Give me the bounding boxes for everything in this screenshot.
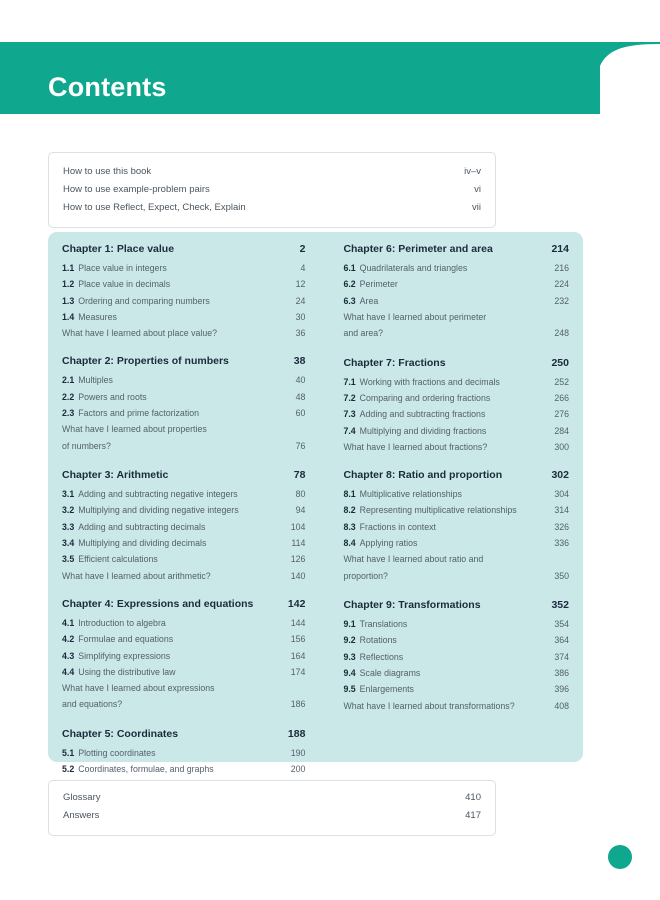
section-number: 8.2 — [343, 505, 356, 516]
section-page-number: 48 — [295, 391, 306, 402]
section-page-number: 364 — [554, 635, 569, 646]
section-title: Perimeter — [359, 279, 398, 290]
chapter-heading[interactable] — [343, 242, 569, 257]
chapter-page-number: 214 — [551, 243, 569, 255]
section-number: 7.1 — [343, 376, 356, 387]
section-title: Fractions in context — [359, 521, 436, 532]
section-row[interactable] — [343, 390, 569, 406]
section-number: 9.4 — [343, 668, 356, 679]
section-page-number: 232 — [554, 295, 569, 306]
chapter-summary-line — [343, 551, 569, 567]
section-row[interactable] — [343, 649, 569, 665]
section-title: Place value in decimals — [78, 279, 171, 290]
front-matter-row[interactable] — [63, 181, 481, 199]
chapter-heading[interactable] — [62, 727, 305, 742]
section-page-number: 216 — [554, 263, 569, 273]
chapter-summary-page-number: 36 — [295, 328, 306, 339]
chapter-heading[interactable] — [62, 354, 305, 369]
section-title: Powers and roots — [78, 391, 147, 402]
back-matter-row-page-number: 410 — [465, 792, 481, 803]
section-number: 7.4 — [343, 425, 356, 436]
chapter-summary-text: What have I learned about arithmetic? — [62, 570, 211, 581]
section-title: Factors and prime factorization — [78, 408, 199, 419]
section-page-number: 266 — [554, 392, 569, 403]
section-row[interactable] — [343, 486, 569, 502]
section-row[interactable] — [343, 293, 569, 309]
section-title: Enlargements — [359, 684, 414, 695]
chapter-summary-entry[interactable] — [343, 439, 569, 455]
chapter-summary-entry[interactable] — [62, 421, 305, 455]
section-row[interactable] — [62, 372, 305, 388]
section-page-number: 40 — [295, 375, 306, 386]
chapter-block — [343, 242, 569, 343]
section-page-number: 224 — [554, 279, 569, 290]
chapter-block — [343, 356, 569, 455]
section-number: 3.2 — [62, 505, 75, 516]
section-page-number: 30 — [295, 311, 306, 322]
chapter-title: Chapter 5: Coordinates — [62, 727, 179, 740]
chapter-block — [62, 242, 305, 341]
section-row[interactable] — [62, 648, 305, 664]
front-matter-row[interactable] — [63, 199, 481, 217]
chapter-page-number: 142 — [287, 597, 306, 610]
chapter-summary-text: What have I learned about expressions — [62, 683, 215, 694]
chapter-title: Chapter 6: Perimeter and area — [343, 243, 493, 255]
chapter-page-number: 352 — [551, 599, 569, 612]
section-page-number: 156 — [290, 634, 306, 645]
section-row[interactable] — [62, 761, 305, 777]
section-page-number: 276 — [554, 409, 569, 420]
section-number: 7.3 — [343, 409, 356, 420]
chapter-summary-line — [343, 568, 569, 586]
front-matter-row-page-number: vi — [474, 184, 481, 195]
back-matter-box — [48, 780, 496, 836]
section-row[interactable] — [62, 405, 305, 421]
section-page-number: 284 — [554, 425, 569, 436]
section-title: Rotations — [359, 635, 397, 646]
chapter-summary-page-number: 76 — [295, 440, 306, 451]
section-page-number: 12 — [295, 279, 306, 290]
chapter-heading[interactable] — [62, 597, 305, 612]
section-row[interactable] — [62, 276, 305, 292]
section-number: 4.4 — [62, 666, 75, 677]
chapter-summary-entry[interactable] — [62, 568, 305, 584]
back-matter-row[interactable] — [63, 807, 481, 825]
section-row[interactable] — [62, 551, 305, 567]
section-number: 7.2 — [343, 392, 356, 403]
chapter-page-number: 78 — [293, 469, 306, 482]
chapter-title: Chapter 2: Properties of numbers — [62, 355, 229, 368]
section-title: Using the distributive law — [78, 666, 176, 677]
section-number: 8.1 — [343, 489, 356, 500]
section-row[interactable] — [343, 665, 569, 681]
section-title: Adding and subtracting fractions — [359, 409, 486, 420]
section-title: Place value in integers — [78, 263, 167, 273]
chapter-title: Chapter 1: Place value — [62, 243, 175, 255]
chapter-title: Chapter 3: Arithmetic — [62, 469, 169, 482]
chapter-block — [62, 597, 305, 714]
section-number: 5.1 — [62, 747, 75, 758]
section-title: Scale diagrams — [359, 668, 421, 679]
front-matter-row-page-number: iv–v — [464, 166, 481, 177]
section-title: Coordinates, formulae, and graphs — [78, 764, 214, 775]
section-row[interactable] — [62, 615, 305, 631]
chapter-summary-line — [343, 309, 569, 325]
section-number: 1.2 — [62, 279, 75, 290]
front-matter-row-label: How to use this book — [63, 166, 152, 177]
chapter-block — [62, 354, 305, 455]
corner-dot-decoration — [608, 845, 632, 869]
section-page-number: 174 — [290, 666, 306, 677]
chapter-summary-line — [343, 698, 569, 714]
section-title: Multiples — [78, 375, 113, 386]
section-title: Reflections — [359, 651, 404, 662]
section-row[interactable] — [62, 389, 305, 405]
front-matter-row[interactable] — [63, 163, 481, 181]
chapter-summary-page-number: 186 — [290, 699, 306, 710]
section-title: Ordering and comparing numbers — [78, 295, 210, 306]
front-matter-row-label: How to use example-problem pairs — [63, 184, 210, 195]
section-number: 8.3 — [343, 521, 356, 532]
section-row[interactable] — [62, 745, 305, 761]
section-page-number: 144 — [290, 617, 306, 628]
section-title: Adding and subtracting negative integers — [78, 489, 238, 500]
section-title: Comparing and ordering fractions — [359, 392, 491, 403]
section-number: 3.4 — [62, 538, 75, 549]
chapter-summary-text: What have I learned about fractions? — [343, 441, 488, 452]
section-row[interactable] — [343, 276, 569, 292]
chapter-summary-entry[interactable] — [343, 551, 569, 585]
chapter-page-number: 302 — [551, 469, 569, 482]
section-title: Applying ratios — [359, 538, 418, 549]
section-number: 2.2 — [62, 391, 75, 402]
front-matter-box — [48, 152, 496, 228]
chapter-page-number: 250 — [551, 356, 569, 369]
chapter-title: Chapter 7: Fractions — [343, 356, 446, 369]
section-title: Adding and subtracting decimals — [78, 521, 206, 532]
chapter-page-number: 188 — [287, 727, 306, 740]
section-number: 6.2 — [343, 279, 356, 290]
section-page-number: 314 — [554, 505, 569, 516]
contents-column-right — [315, 240, 569, 752]
section-row[interactable] — [62, 260, 305, 276]
section-number: 9.3 — [343, 651, 356, 662]
chapter-summary-line — [343, 325, 569, 343]
section-page-number: 396 — [554, 684, 569, 695]
page-title: Contents — [48, 72, 167, 102]
section-title: Simplifying expressions — [78, 650, 171, 661]
section-page-number: 104 — [290, 521, 306, 532]
chapter-heading[interactable] — [62, 468, 305, 483]
section-page-number: 94 — [295, 505, 306, 516]
chapter-summary-text: What have I learned about perimeter — [343, 311, 487, 322]
section-row[interactable] — [62, 664, 305, 680]
section-title: Multiplicative relationships — [359, 489, 462, 500]
chapter-heading[interactable] — [343, 356, 569, 371]
section-number: 9.2 — [343, 635, 356, 646]
section-page-number: 336 — [554, 538, 569, 549]
chapter-title: Chapter 8: Ratio and proportion — [343, 469, 503, 482]
section-row[interactable] — [343, 502, 569, 518]
contents-panel — [48, 232, 583, 775]
section-title: Efficient calculations — [78, 554, 158, 565]
section-row[interactable] — [343, 535, 569, 551]
chapter-heading[interactable] — [343, 598, 569, 613]
section-number: 6.1 — [343, 263, 356, 273]
section-number: 1.3 — [62, 295, 75, 306]
chapter-page-number: 38 — [293, 355, 306, 368]
section-number: 1.4 — [62, 311, 75, 322]
section-title: Introduction to algebra — [78, 617, 166, 628]
chapter-heading[interactable] — [343, 468, 569, 483]
chapter-summary-line — [343, 439, 569, 455]
chapter-summary-line — [62, 696, 305, 714]
section-page-number: 200 — [290, 764, 306, 775]
chapter-summary-entry[interactable] — [343, 309, 569, 343]
section-row[interactable] — [343, 406, 569, 422]
section-number: 3.3 — [62, 521, 75, 532]
section-title: Multiplying and dividing fractions — [359, 425, 487, 436]
section-row[interactable] — [343, 260, 569, 276]
chapter-block — [343, 598, 569, 714]
chapter-summary-page-number: 350 — [554, 570, 569, 581]
section-number: 9.1 — [343, 619, 356, 630]
back-matter-row-page-number: 417 — [465, 810, 481, 821]
section-number: 5.2 — [62, 764, 75, 775]
section-row[interactable] — [62, 293, 305, 309]
chapter-summary-line — [62, 421, 305, 437]
section-row[interactable] — [343, 632, 569, 648]
section-page-number: 60 — [295, 408, 306, 419]
section-number: 6.3 — [343, 295, 356, 306]
chapter-summary-text: and equations? — [62, 699, 123, 710]
section-title: Area — [359, 295, 379, 306]
section-page-number: 114 — [291, 538, 306, 549]
section-number: 4.3 — [62, 650, 75, 661]
chapter-summary-page-number: 248 — [554, 328, 569, 339]
section-number: 2.3 — [62, 408, 75, 419]
front-matter-row-page-number: vii — [472, 202, 481, 213]
chapter-summary-entry[interactable] — [343, 698, 569, 714]
chapter-page-number: 2 — [299, 243, 306, 255]
section-page-number: 164 — [290, 650, 306, 661]
section-row[interactable] — [62, 535, 305, 551]
section-page-number: 4 — [300, 263, 306, 273]
section-page-number: 190 — [290, 747, 306, 758]
contents-column-left — [62, 240, 315, 775]
chapter-summary-text: What have I learned about properties — [62, 424, 207, 435]
section-number: 3.1 — [62, 489, 75, 500]
chapter-summary-line — [62, 680, 305, 696]
section-page-number: 354 — [554, 619, 569, 630]
section-number: 1.1 — [62, 263, 75, 273]
section-row[interactable] — [62, 631, 305, 647]
back-matter-row-label: Answers — [63, 810, 100, 821]
chapter-summary-text: What have I learned about transformations? — [343, 700, 515, 711]
section-page-number: 386 — [554, 668, 569, 679]
back-matter-row-label: Glossary — [63, 792, 101, 803]
chapter-summary-entry[interactable] — [62, 680, 305, 714]
chapter-title: Chapter 4: Expressions and equations — [62, 597, 254, 610]
section-page-number: 374 — [554, 651, 569, 662]
section-title: Plotting coordinates — [78, 747, 156, 758]
chapter-summary-text: What have I learned about place value? — [62, 328, 218, 339]
section-title: Formulae and equations — [78, 634, 174, 645]
section-row[interactable] — [62, 519, 305, 535]
chapter-summary-entry[interactable] — [62, 325, 305, 341]
section-title: Quadrilaterals and triangles — [359, 263, 468, 273]
section-title: Working with fractions and decimals — [359, 376, 500, 387]
section-number: 9.5 — [343, 684, 356, 695]
section-number: 2.1 — [62, 375, 75, 386]
section-row[interactable] — [62, 486, 305, 502]
section-number: 3.5 — [62, 554, 75, 565]
section-row[interactable] — [343, 374, 569, 390]
chapter-summary-line — [62, 568, 305, 584]
front-matter-row-label: How to use Reflect, Expect, Check, Explain — [63, 202, 246, 213]
section-title: Measures — [78, 311, 117, 322]
section-row[interactable] — [343, 616, 569, 632]
chapter-summary-text: of numbers? — [62, 440, 111, 451]
section-row[interactable] — [62, 502, 305, 518]
chapter-summary-line — [62, 438, 305, 456]
chapter-summary-text: proportion? — [343, 570, 388, 581]
section-page-number: 326 — [554, 521, 569, 532]
section-row[interactable] — [343, 423, 569, 439]
chapter-summary-page-number: 408 — [554, 700, 569, 711]
section-title: Representing multiplicative relationships — [359, 505, 517, 516]
section-title: Multiplying and dividing decimals — [78, 538, 207, 549]
section-page-number: 304 — [554, 489, 569, 500]
section-row[interactable] — [62, 309, 305, 325]
section-row[interactable] — [343, 519, 569, 535]
section-page-number: 252 — [554, 376, 569, 387]
chapter-summary-text: What have I learned about ratio and — [343, 554, 484, 565]
chapter-block — [62, 468, 305, 584]
chapter-summary-line — [62, 325, 305, 341]
back-matter-row[interactable] — [63, 789, 481, 807]
section-row[interactable] — [343, 681, 569, 697]
section-title: Translations — [359, 619, 408, 630]
section-number: 8.4 — [343, 538, 356, 549]
section-page-number: 80 — [295, 489, 306, 500]
chapter-summary-page-number: 300 — [554, 441, 569, 452]
section-page-number: 24 — [295, 295, 306, 306]
chapter-block — [343, 468, 569, 585]
chapter-summary-text: and area? — [343, 328, 384, 339]
chapter-title: Chapter 9: Transformations — [343, 599, 481, 612]
chapter-heading[interactable] — [62, 242, 305, 257]
section-number: 4.2 — [62, 634, 75, 645]
section-title: Multiplying and dividing negative integers — [78, 505, 239, 516]
section-page-number: 126 — [290, 554, 306, 565]
chapter-summary-page-number: 140 — [290, 570, 306, 581]
section-number: 4.1 — [62, 617, 75, 628]
